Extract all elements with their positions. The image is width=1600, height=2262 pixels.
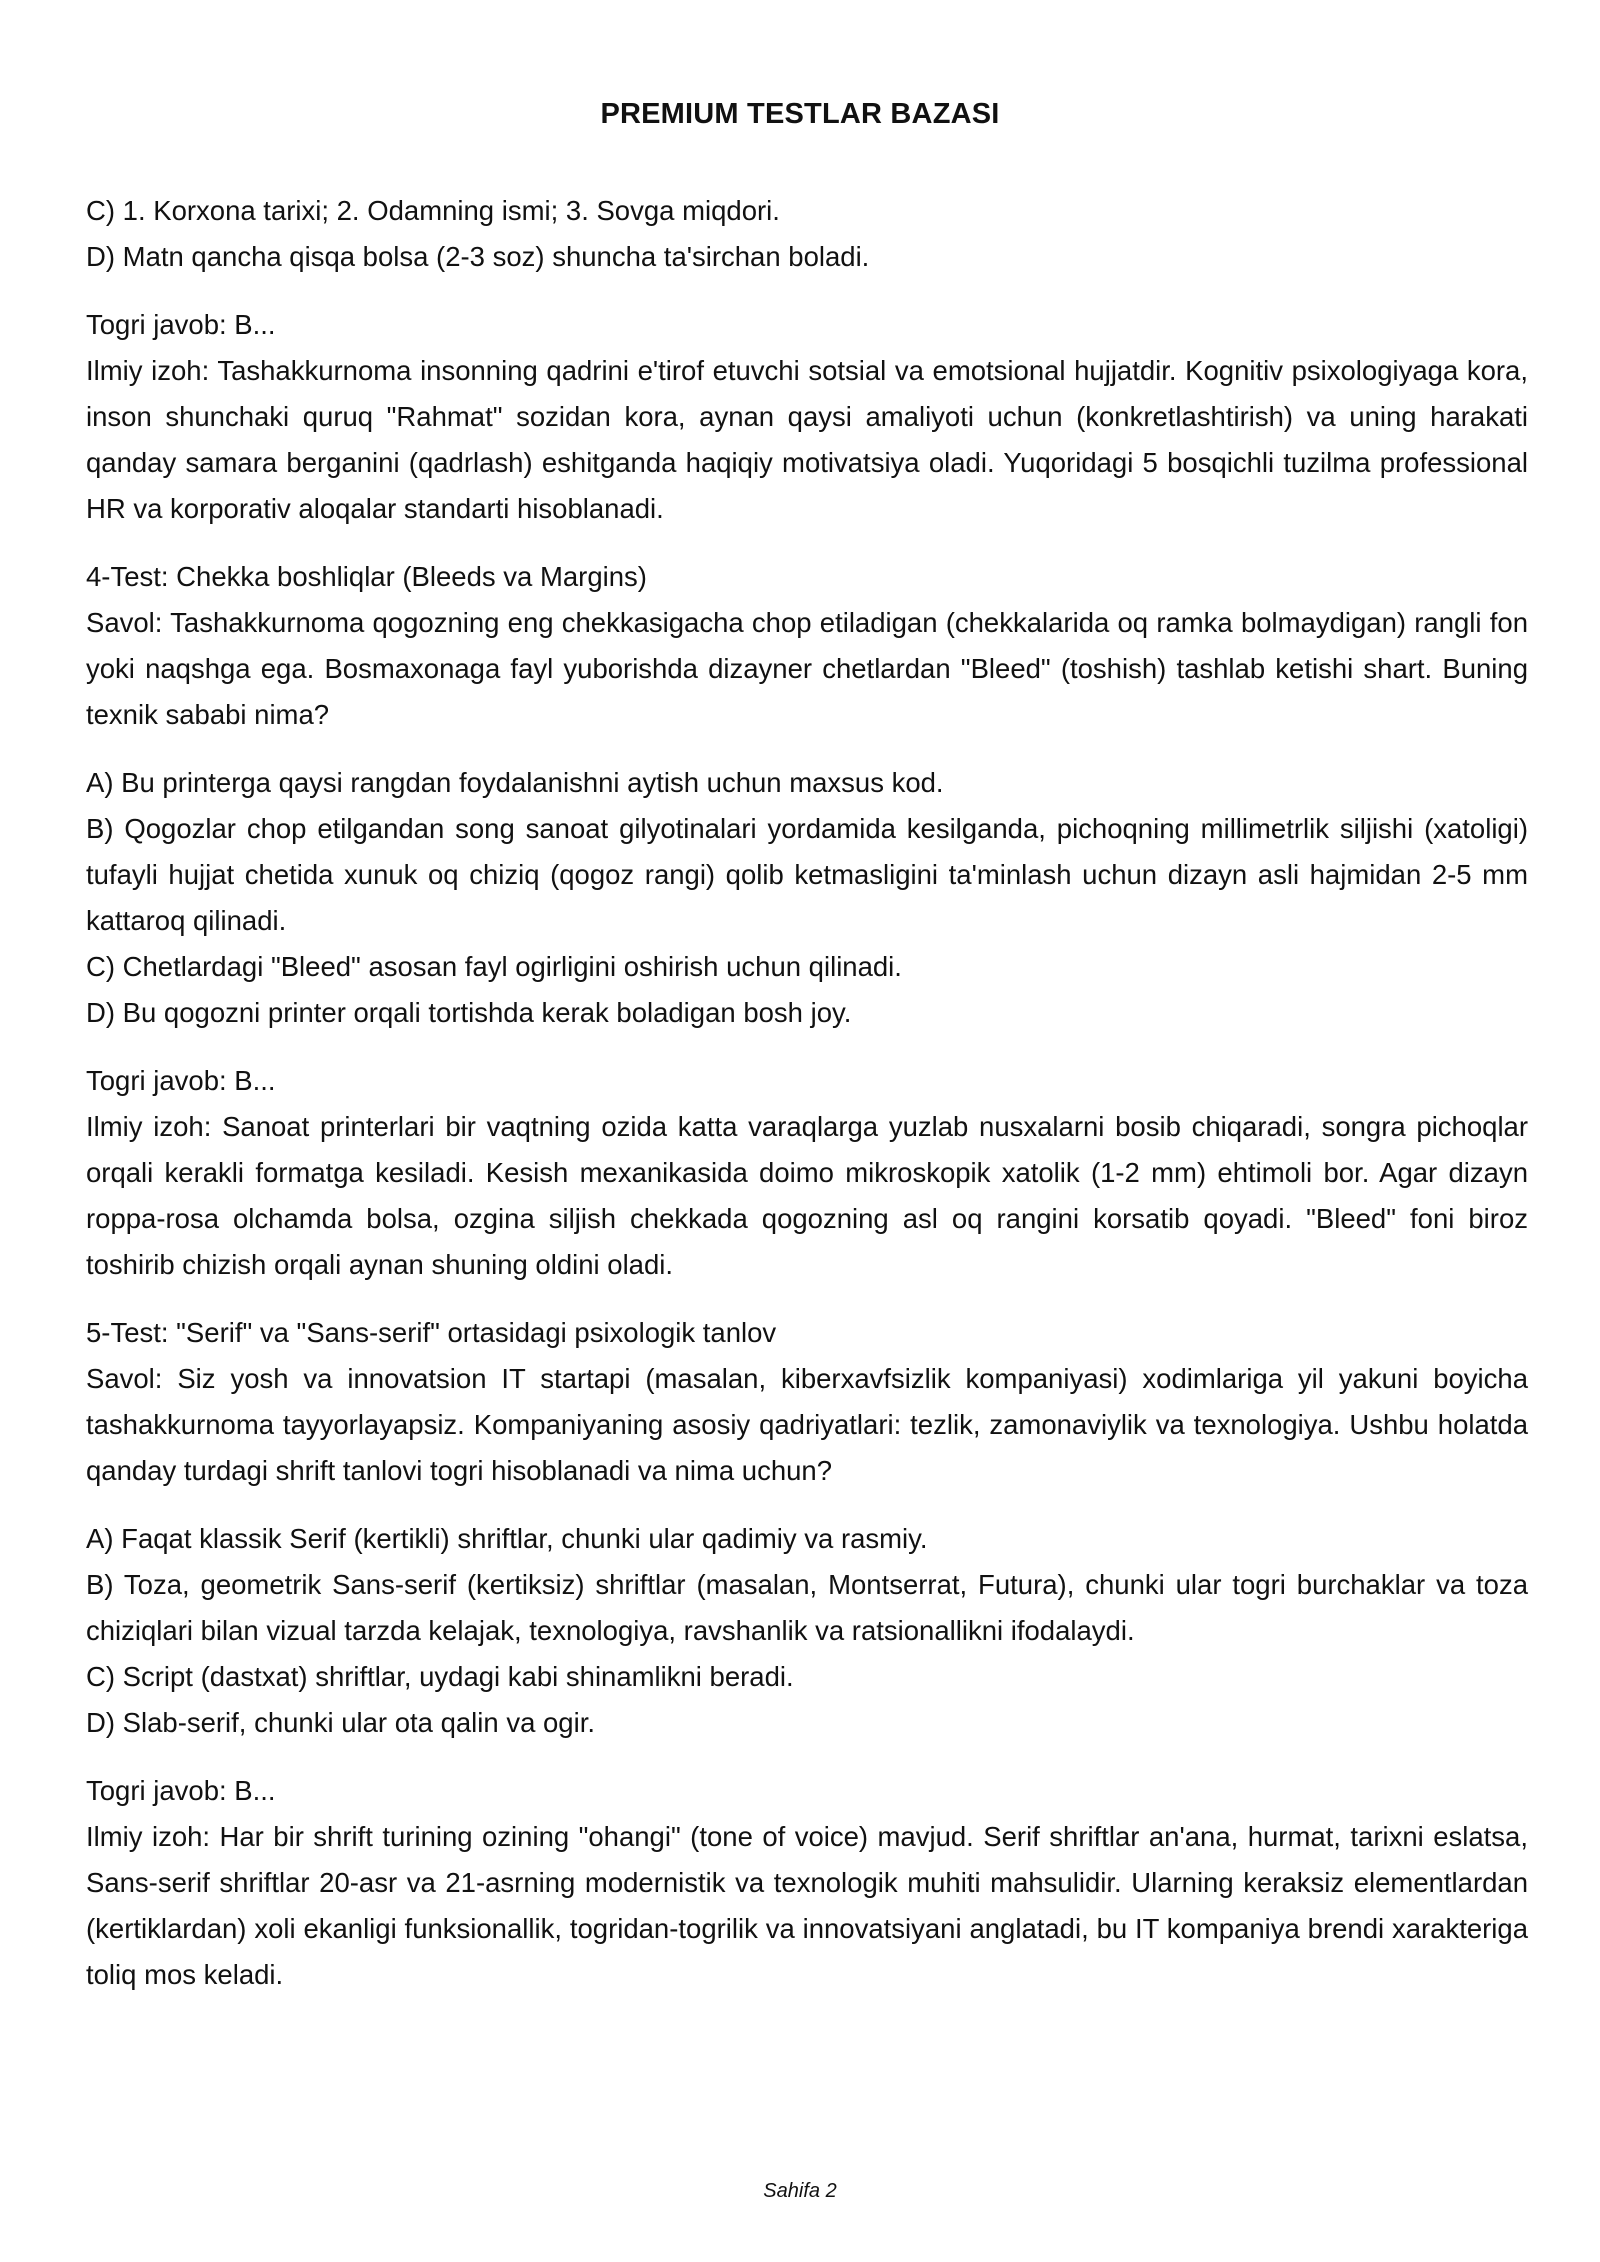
q4-answer: Togri javob: B... [86,1065,276,1096]
q5-question: Savol: Siz yosh va innovatsion IT startapi (masalan, kiberxavfsizlik kompaniyasi) xodimlariga yil yakuni boyicha tashakkurnoma tayyorlayapsiz. Kompaniyaning asosiy qadriyatlari: tezlik, zamonaviylik va texnologiya. Ushbu holatda qanday turdagi shrift tanlovi togri hisoblanadi va nima uchun? [86,1363,1528,1486]
q4-option-b: B) Qogozlar chop etilgandan song sanoat gilyotinalari yordamida kesilganda, pichoqning millimetrlik siljishi (xatoligi) tufayli hujjat chetida xunuk oq chiziq (qogoz rangi) qolib ketmasligini ta'minlash uchun dizayn asli hajmidan 2-5 mm kattaroq qilinadi. [86,813,1528,936]
q4-question: Savol: Tashakkurnoma qogozning eng chekkasigacha chop etiladigan (chekkalarida oq ramka bolmaydigan) rangli fon yoki naqshga ega. Bosmaxonaga fayl yuborishda dizayner chetlardan "Bleed" (toshish) tashlab ketishi shart. Buning texnik sababi nima? [86,607,1528,730]
q5-option-d: D) Slab-serif, chunki ular ota qalin va ogir. [86,1707,595,1738]
q5-answer: Togri javob: B... [86,1775,276,1806]
q4-title: 4-Test: Chekka boshliqlar (Bleeds va Margins) [86,561,647,592]
q5-option-b: B) Toza, geometrik Sans-serif (kertiksiz) shriftlar (masalan, Montserrat, Futura), chunki ular togri burchaklar va toza chiziqlari bilan vizual tarzda kelajak, texnologiya, ravshanlik va ratsionallikni ifodalaydi. [86,1569,1528,1646]
q5-option-c: C) Script (dastxat) shriftlar, uydagi kabi shinamlikni beradi. [86,1661,794,1692]
q4-option-c: C) Chetlardagi "Bleed" asosan fayl ogirligini oshirish uchun qilinadi. [86,951,902,982]
q5-explanation: Ilmiy izoh: Har bir shrift turining ozining "ohangi" (tone of voice) mavjud. Serif shriftlar an'ana, hurmat, tarixni eslatsa, Sans-serif shriftlar 20-asr va 21-asrning modernistik va texnologik muhiti mahsulidir. Ularning keraksiz elementlardan (kertiklardan) xoli ekanligi funksionallik, togridan-togrilik va innovatsiyani anglatadi, bu IT kompaniya brendi xarakteriga toliq mos keladi. [86,1821,1528,1990]
q4-explanation: Ilmiy izoh: Sanoat printerlari bir vaqtning ozida katta varaqlarga yuzlab nusxalarni bosib chiqaradi, songra pichoqlar orqali kerakli formatga kesiladi. Kesish mexanikasida doimo mikroskopik xatolik (1-2 mm) ehtimoli bor. Agar dizayn roppa-rosa olchamda bolsa, ozgina siljish chekkada qogozning asl oq rangini korsatib qoyadi. "Bleed" foni biroz toshirib chizish orqali aynan shuning oldini oladi. [86,1111,1528,1280]
q3-explanation: Ilmiy izoh: Tashakkurnoma insonning qadrini e'tirof etuvchi sotsial va emotsional hujjatdir. Kognitiv psixologiyaga kora, inson shunchaki quruq "Rahmat" sozidan kora, aynan qaysi amaliyoti uchun (konkretlashtirish) va uning harakati qanday samara berganini (qadrlash) eshitganda haqiqiy motivatsiya oladi. Yuqoridagi 5 bosqichli tuzilma professional HR va korporativ aloqalar standarti hisoblanadi. [86,355,1528,524]
document-body [86,188,1528,1998]
q4-option-d: D) Bu qogozni printer orqali tortishda kerak boladigan bosh joy. [86,997,852,1028]
q4-option-a: A) Bu printerga qaysi rangdan foydalanishni aytish uchun maxsus kod. [86,767,944,798]
page-number: Sahifa 2 [763,2180,837,2202]
q5-title: 5-Test: "Serif" va "Sans-serif" ortasidagi psixologik tanlov [86,1317,777,1348]
q5-option-a: A) Faqat klassik Serif (kertikli) shriftlar, chunki ular qadimiy va rasmiy. [86,1523,928,1554]
q3-option-d: D) Matn qancha qisqa bolsa (2-3 soz) shuncha ta'sirchan boladi. [86,241,870,272]
q3-answer: Togri javob: B... [86,309,276,340]
page-title: PREMIUM TESTLAR BAZASI [600,98,1000,130]
q3-option-c: C) 1. Korxona tarixi; 2. Odamning ismi; 3. Sovga miqdori. [86,195,780,226]
